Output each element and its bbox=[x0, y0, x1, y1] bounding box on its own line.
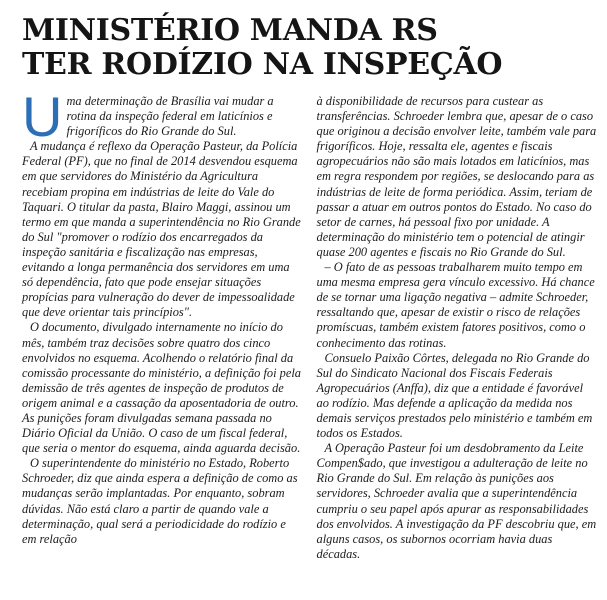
drop-cap: U bbox=[22, 85, 63, 148]
article-column-right bbox=[317, 94, 598, 562]
headline-line-2: TER RODÍZIO NA INSPEÇÃO bbox=[22, 47, 503, 82]
paragraph-1 bbox=[22, 85, 303, 148]
paragraph-3: O documento, divulgado internamente no início do mês, também traz decisões sobre quatro dos cinco envolvidos no esquema. Acolhendo o relatório final da comissão processante do ministério, a definição foi pela demissão de três agentes de inspeção de produtos de origem animal e a cassação da aposentadoria de outro. As punições foram divulgadas semana passada no Diário Oficial da União. O caso de um fiscal federal, que seria o mentor do esquema, ainda aguarda decisão. bbox=[22, 320, 301, 456]
paragraph-4: O superintendente do ministério no Estado, Roberto Schroeder, diz que ainda espera a definição de como as mudanças serão implantadas. Por enquanto, sobram dúvidas. Não está claro a partir de quando vale a determinação, qual será a periodicidade do rodízio e em relação bbox=[22, 456, 298, 546]
article-column-left bbox=[22, 85, 303, 562]
paragraph-2: A mudança é reflexo da Operação Pasteur, da Polícia Federal (PF), que no final de 2014 desvendou esquema em que servidores do Ministério da Agricultura recebiam propina em indústrias de leite do Vale do Taquari. O titular da pasta, Blairo Maggi, assinou um termo em que manda a superintendência no Rio Grande do Sul "promover o rodízio dos encarregados da inspeção sanitária e fiscalização nas empresas, evitando a longa permanência dos servidores em uma só dependência, fato que pode ensejar situações propícias para vulneração do dever de impessoalidade que deve orientar tais princípios". bbox=[22, 139, 301, 320]
article-body bbox=[22, 85, 597, 562]
headline-line-1: MINISTÉRIO MANDA RS bbox=[22, 13, 438, 48]
paragraph-5: à disponibilidade de recursos para custear as transferências. Schroeder lembra que, apesar de o caso que originou a decisão envolver leite, também vale para frigoríficos. Hoje, ressalta ele, agentes e fiscais agropecuários não são mais lotados em laticínios, mas em regra respondem por regiões, se deslocando para as indústrias de leite de forma periódica. Assim, teriam de passar a atuar em outros pontos do Estado. No caso do setor de carnes, há pessoal fixo por unidade. A determinação do ministério tem o potencial de atingir quase 200 agentes e fiscais no Rio Grande do Sul. bbox=[316, 94, 597, 259]
paragraph-1-text: ma determinação de Brasília vai mudar a rotina da inspeção federal em laticínios e frigoríficos do Rio Grande do Sul. bbox=[66, 94, 274, 139]
paragraph-6: – O fato de as pessoas trabalharem muito tempo em uma mesma empresa gera vínculo excessivo. Há chance de se tornar uma ligação negativa – admite Schroeder, ressaltando que, apesar de existir o risco de relações promíscuas, também existem fatores positivos, como o conhecimento das rotinas. bbox=[316, 260, 595, 350]
paragraph-7: Consuelo Paixão Côrtes, delegada no Rio Grande do Sul do Sindicato Nacional dos Fiscais Federais Agropecuários (Anffa), diz que a entidade é favorável ao rodízio. Mas defende a aplicação da medida nos demais serviços prestados pelo ministério e também em todos os Estados. bbox=[316, 350, 593, 441]
headline bbox=[22, 14, 593, 82]
paragraph-8: A Operação Pasteur foi um desdobramento da Leite Compen$ado, que investigou a adulteração de leite no Rio Grande do Sul. Em relação às punições aos servidores, Schroeder avalia que a superintendência cumpriu o seu papel após apurar as responsabilidades dos envolvidos. A investigação da PF descobriu que, em alguns casos, os subornos ocorriam havia duas décadas. bbox=[316, 441, 597, 561]
